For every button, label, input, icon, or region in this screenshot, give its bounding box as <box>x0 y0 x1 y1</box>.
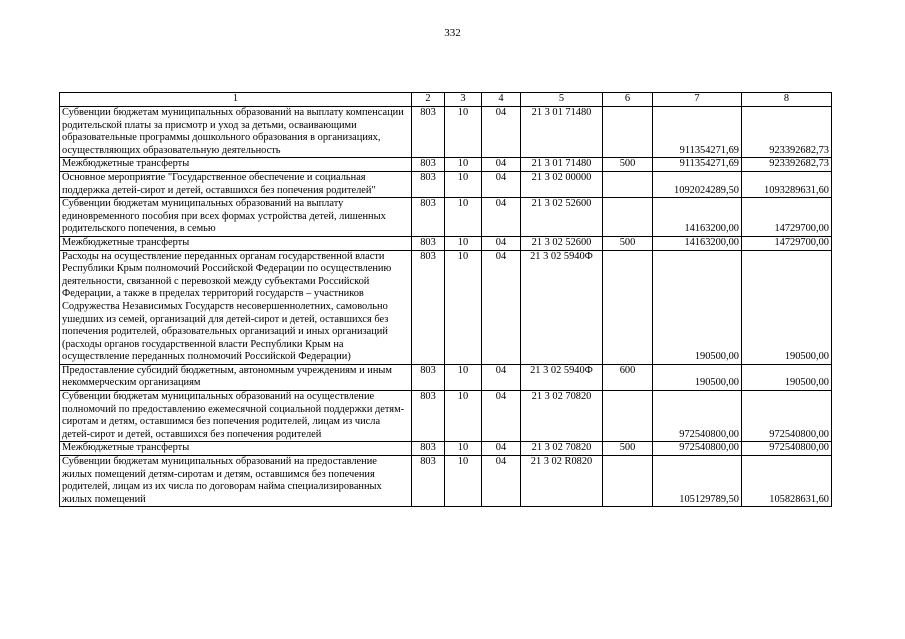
amount-year1-cell: 14163200,00 <box>653 236 742 250</box>
target-article-cell: 21 3 02 52600 <box>521 236 603 250</box>
amount-year1-cell: 190500,00 <box>653 250 742 364</box>
expense-type-cell <box>603 107 653 158</box>
row-name-cell: Межбюджетные трансферты <box>60 236 412 250</box>
column-header: 4 <box>482 93 521 107</box>
table-row <box>60 107 832 158</box>
subsection-code-cell: 04 <box>482 364 521 390</box>
subsection-code-cell: 04 <box>482 391 521 442</box>
target-article-cell: 21 3 02 5940Ф <box>521 364 603 390</box>
admin-code-cell: 803 <box>412 364 445 390</box>
section-code-cell: 10 <box>445 198 482 237</box>
column-header: 1 <box>60 93 412 107</box>
expense-type-cell: 500 <box>603 442 653 456</box>
subsection-code-cell: 04 <box>482 236 521 250</box>
amount-year2-cell: 923392682,73 <box>742 158 832 172</box>
row-name-cell: Субвенции бюджетам муниципальных образований на предоставление жилых помещений детям-сиротам и детям, оставшимся без попечения родителей, лицам из их числа по договорам найма специализированных жилых помещений <box>60 456 412 507</box>
admin-code-cell: 803 <box>412 198 445 237</box>
target-article-cell: 21 3 02 5940Ф <box>521 250 603 364</box>
subsection-code-cell: 04 <box>482 250 521 364</box>
section-code-cell: 10 <box>445 158 482 172</box>
column-header: 3 <box>445 93 482 107</box>
admin-code-cell: 803 <box>412 171 445 197</box>
table-row <box>60 250 832 364</box>
section-code-cell: 10 <box>445 236 482 250</box>
expense-type-cell: 600 <box>603 364 653 390</box>
table-row <box>60 236 832 250</box>
table-header-row <box>60 93 832 107</box>
amount-year2-cell: 190500,00 <box>742 250 832 364</box>
subsection-code-cell: 04 <box>482 198 521 237</box>
amount-year1-cell: 14163200,00 <box>653 198 742 237</box>
row-name-cell: Межбюджетные трансферты <box>60 158 412 172</box>
section-code-cell: 10 <box>445 250 482 364</box>
subsection-code-cell: 04 <box>482 158 521 172</box>
amount-year1-cell: 911354271,69 <box>653 107 742 158</box>
section-code-cell: 10 <box>445 107 482 158</box>
amount-year1-cell: 911354271,69 <box>653 158 742 172</box>
target-article-cell: 21 3 02 70820 <box>521 442 603 456</box>
subsection-code-cell: 04 <box>482 456 521 507</box>
amount-year1-cell: 105129789,50 <box>653 456 742 507</box>
section-code-cell: 10 <box>445 364 482 390</box>
expense-type-cell <box>603 456 653 507</box>
target-article-cell: 21 3 02 52600 <box>521 198 603 237</box>
section-code-cell: 10 <box>445 442 482 456</box>
section-code-cell: 10 <box>445 456 482 507</box>
column-header: 8 <box>742 93 832 107</box>
subsection-code-cell: 04 <box>482 442 521 456</box>
row-name-cell: Межбюджетные трансферты <box>60 442 412 456</box>
expense-type-cell <box>603 391 653 442</box>
row-name-cell: Субвенции бюджетам муниципальных образований на выплату единовременного пособия при всех формах устройства детей, лишенных родительского попечения, в семью <box>60 198 412 237</box>
section-code-cell: 10 <box>445 171 482 197</box>
amount-year2-cell: 972540800,00 <box>742 391 832 442</box>
table-row <box>60 198 832 237</box>
column-header: 5 <box>521 93 603 107</box>
table-row <box>60 391 832 442</box>
target-article-cell: 21 3 01 71480 <box>521 107 603 158</box>
target-article-cell: 21 3 02 00000 <box>521 171 603 197</box>
expense-type-cell: 500 <box>603 158 653 172</box>
subsection-code-cell: 04 <box>482 107 521 158</box>
table-row <box>60 442 832 456</box>
target-article-cell: 21 3 01 71480 <box>521 158 603 172</box>
admin-code-cell: 803 <box>412 250 445 364</box>
table-row <box>60 456 832 507</box>
row-name-cell: Субвенции бюджетам муниципальных образований на выплату компенсации родительской платы за присмотр и уход за детьми, осваивающими образовательные программы дошкольного образования в организациях, осуществляющих образовательную деятельность <box>60 107 412 158</box>
table-row <box>60 158 832 172</box>
column-header: 6 <box>603 93 653 107</box>
amount-year2-cell: 972540800,00 <box>742 442 832 456</box>
amount-year1-cell: 190500,00 <box>653 364 742 390</box>
amount-year1-cell: 972540800,00 <box>653 442 742 456</box>
section-code-cell: 10 <box>445 391 482 442</box>
amount-year2-cell: 190500,00 <box>742 364 832 390</box>
expense-type-cell <box>603 198 653 237</box>
row-name-cell: Субвенции бюджетам муниципальных образований на осуществление полномочий по предоставлению ежемесячной социальной поддержки детям-сиротам и детям, оставшимся без попечения родителей, лицам из числа детей-сирот и детей, оставшихся без попечения родителей <box>60 391 412 442</box>
row-name-cell: Расходы на осуществление переданных органам государственной власти Республики Крым полномочий Российской Федерации по осуществлению деятельности, связанной с перевозкой между субъектами Российской Федерации, а также в пределах территорий государств – участников Содружества Независимых Государств несовершеннолетних, самовольно ушедших из семей, организаций для детей-сирот и детей, оставшихся без попечения родителей, образовательных организаций и иных организаций (расходы органов государственной власти Республики Крым на осуществление переданных полномочий Российской Федерации) <box>60 250 412 364</box>
amount-year2-cell: 14729700,00 <box>742 236 832 250</box>
amount-year2-cell: 1093289631,60 <box>742 171 832 197</box>
admin-code-cell: 803 <box>412 236 445 250</box>
amount-year2-cell: 105828631,60 <box>742 456 832 507</box>
admin-code-cell: 803 <box>412 456 445 507</box>
target-article-cell: 21 3 02 R0820 <box>521 456 603 507</box>
amount-year2-cell: 14729700,00 <box>742 198 832 237</box>
amount-year1-cell: 1092024289,50 <box>653 171 742 197</box>
page-number: 332 <box>444 27 461 39</box>
admin-code-cell: 803 <box>412 107 445 158</box>
row-name-cell: Основное мероприятие "Государственное обеспечение и социальная поддержка детей-сирот и детей, оставшихся без попечения родителей" <box>60 171 412 197</box>
admin-code-cell: 803 <box>412 391 445 442</box>
column-header: 7 <box>653 93 742 107</box>
amount-year1-cell: 972540800,00 <box>653 391 742 442</box>
target-article-cell: 21 3 02 70820 <box>521 391 603 442</box>
table-row <box>60 171 832 197</box>
column-header: 2 <box>412 93 445 107</box>
table-row <box>60 364 832 390</box>
expense-type-cell: 500 <box>603 236 653 250</box>
budget-table <box>59 92 832 507</box>
expense-type-cell <box>603 171 653 197</box>
expense-type-cell <box>603 250 653 364</box>
admin-code-cell: 803 <box>412 158 445 172</box>
subsection-code-cell: 04 <box>482 171 521 197</box>
row-name-cell: Предоставление субсидий бюджетным, автономным учреждениям и иным некоммерческим организациям <box>60 364 412 390</box>
admin-code-cell: 803 <box>412 442 445 456</box>
amount-year2-cell: 923392682,73 <box>742 107 832 158</box>
